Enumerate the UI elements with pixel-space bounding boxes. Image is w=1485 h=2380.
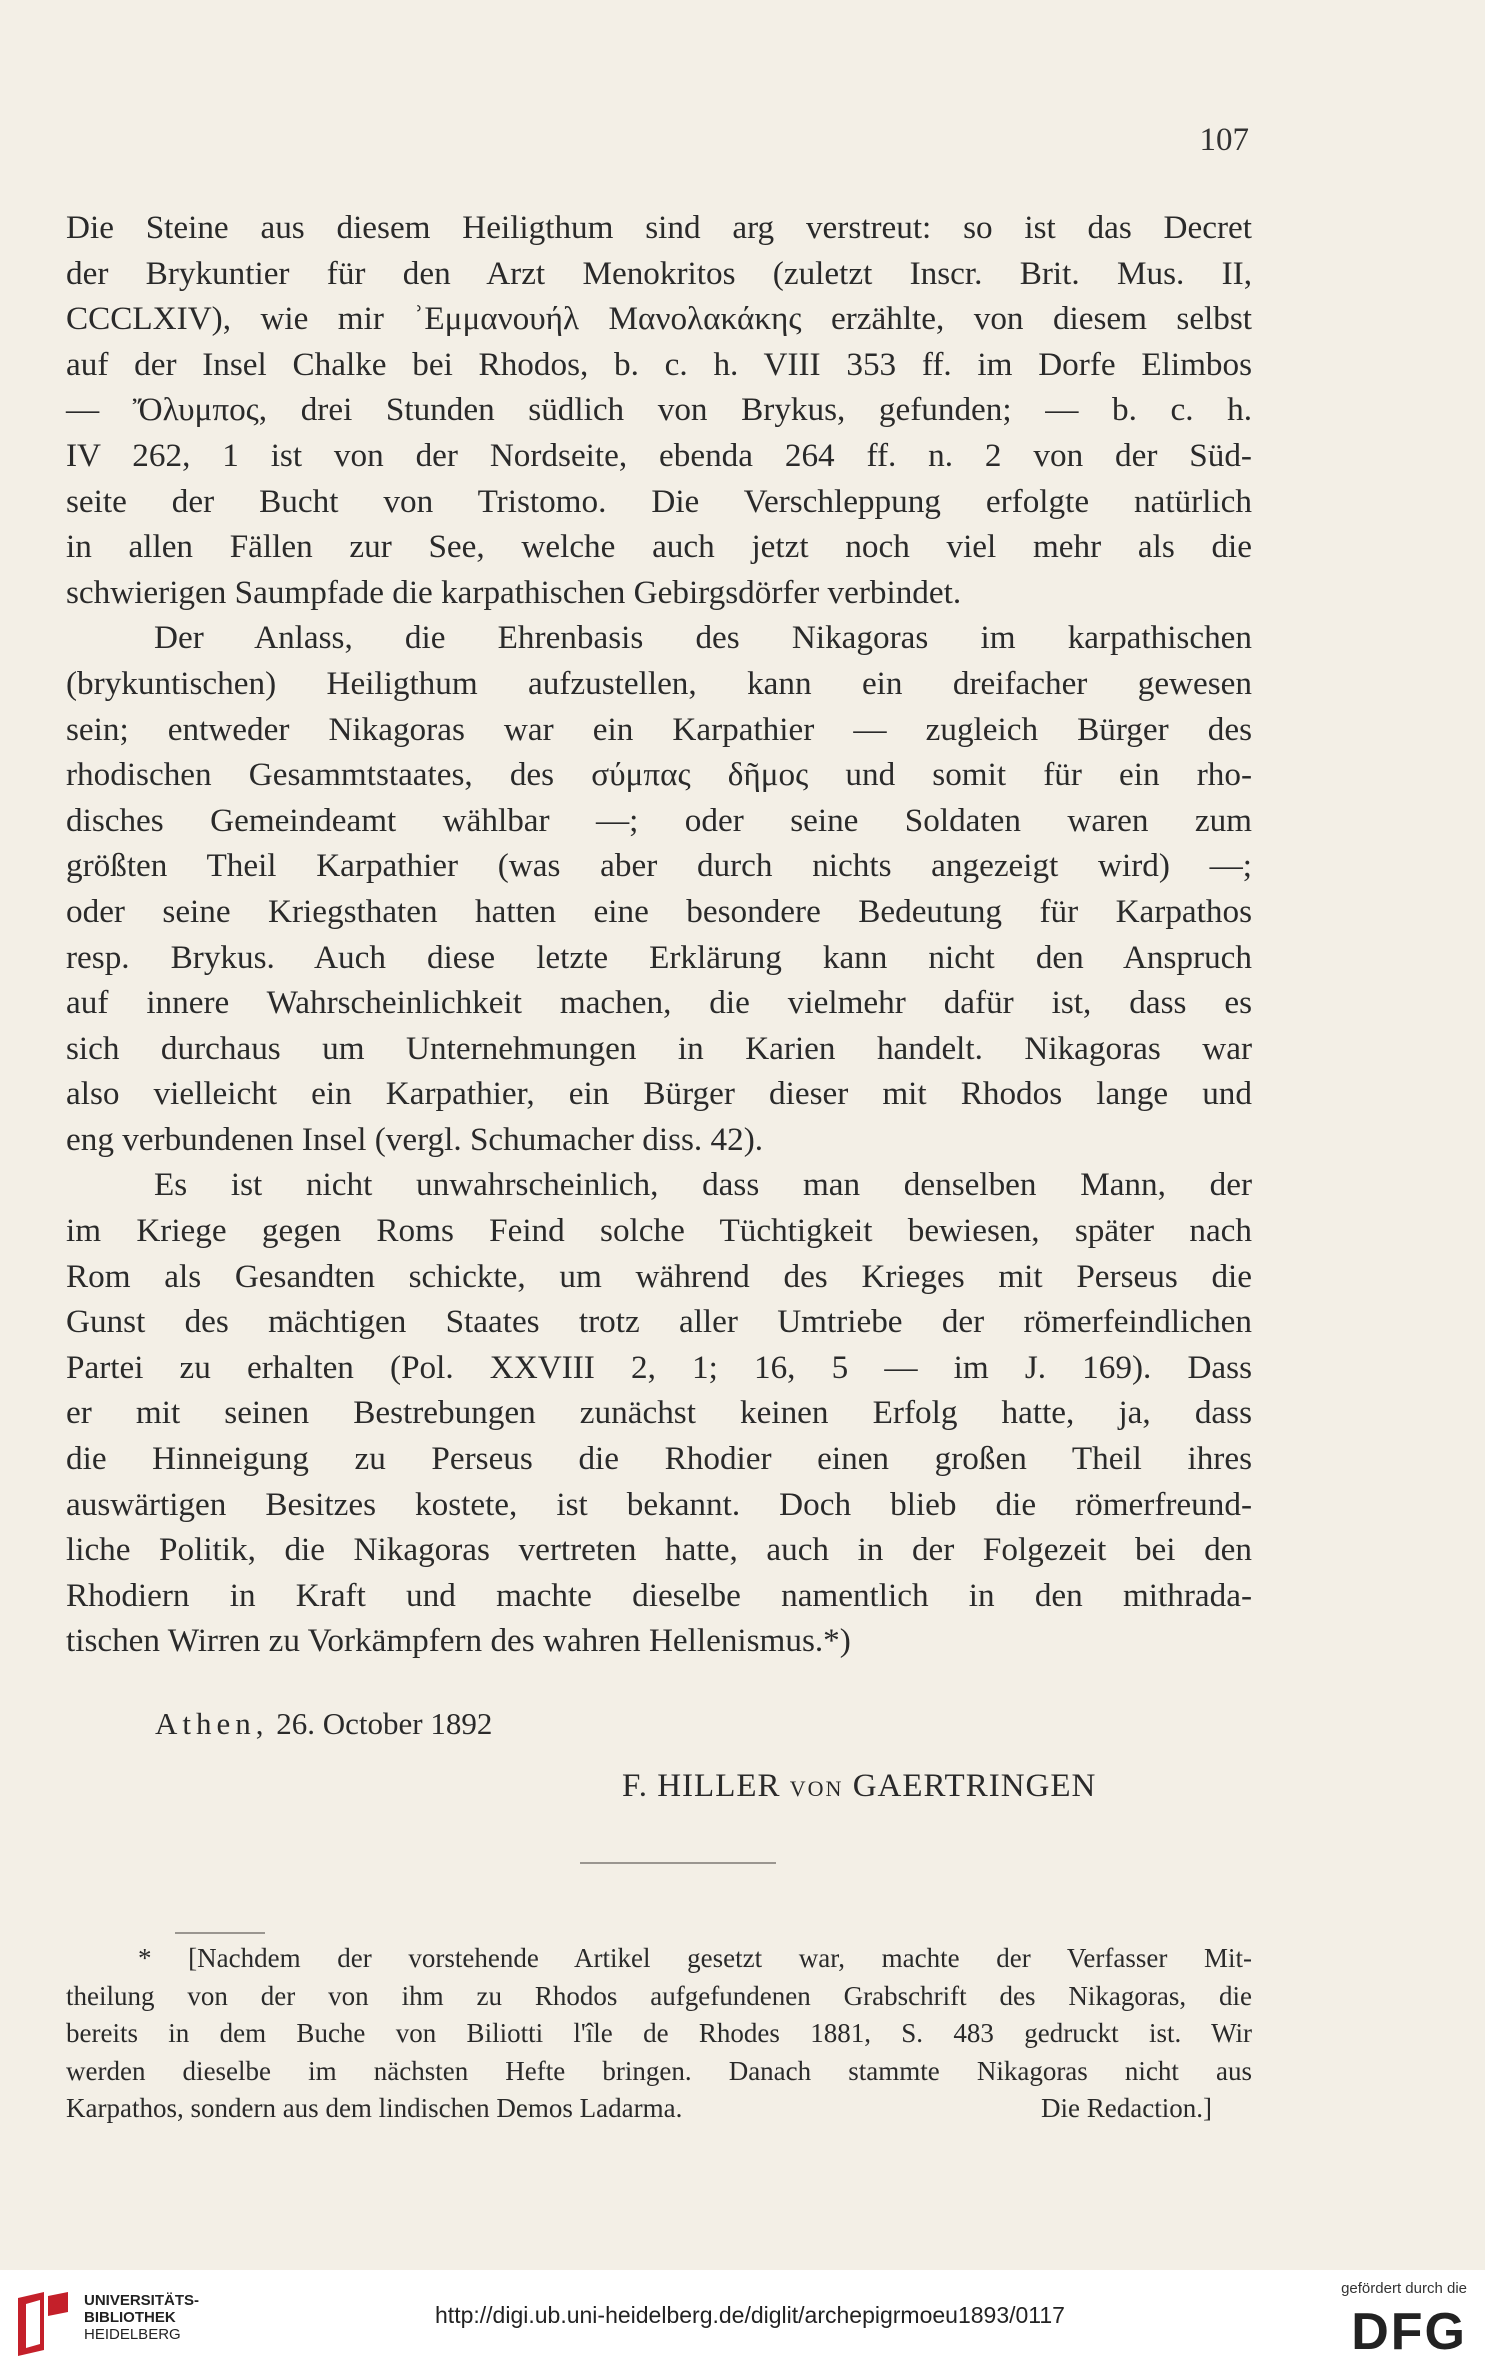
text-line: Gunst des mächtigen Staates trotz aller Umtriebe der römerfeindlichen	[66, 1303, 1252, 1341]
text-line: sich durchaus um Unternehmungen in Karien handelt. Nikagoras war	[66, 1029, 1252, 1067]
text-line: IV 262, 1 ist von der Nordseite, ebenda 264 ff. n. 2 von der Süd-	[66, 436, 1252, 474]
page-number: 107	[1199, 122, 1249, 158]
text-line: auf innere Wahrscheinlichkeit machen, die vielmehr dafür ist, dass es	[66, 984, 1252, 1022]
paragraph-3	[66, 1162, 1252, 1664]
text-line: er mit seinen Bestrebungen zunächst keinen Erfolg hatte, ja, dass	[66, 1394, 1252, 1432]
text-line: eng verbundenen Insel (vergl. Schumacher diss. 42).	[66, 1120, 764, 1158]
source-url-link[interactable]: http://digi.ub.uni-heidelberg.de/diglit/archepigrmoeu1893/0117	[435, 2302, 1065, 2328]
text-line: auf der Insel Chalke bei Rhodos, b. c. h. VIII 353 ff. im Dorfe Elimbos	[66, 345, 1252, 383]
signature-date-text: 26. October 1892	[276, 1706, 493, 1741]
footnote-line: werden dieselbe im nächsten Hefte bringen. Danach stammte Nikagoras nicht aus	[66, 2055, 1252, 2086]
author-last: GAERTRINGEN	[852, 1768, 1097, 1804]
text-line: rhodischen Gesammtstaates, des σύμπας δῆμος und somit für ein rho-	[66, 756, 1252, 794]
footnote-line	[66, 2090, 1252, 2128]
library-line-3: HEIDELBERG	[84, 2326, 181, 2343]
footnote	[66, 1940, 1252, 2128]
text-line: in allen Fällen zur See, welche auch jetzt noch viel mehr als die	[66, 528, 1252, 566]
author-signature	[622, 1768, 1096, 1805]
library-line-2: BIBLIOTHEK	[84, 2309, 176, 2326]
footnote-line: bereits in dem Buche von Biliotti l'île de Rhodes 1881, S. 483 gedruckt ist. Wir	[66, 2018, 1252, 2048]
library-logo-icon	[14, 2290, 72, 2358]
text-line: tischen Wirren zu Vorkämpfern des wahren Hellenismus.*)	[66, 1622, 851, 1660]
footnote-last-text: Karpathos, sondern aus dem lindischen Demos Ladarma.	[66, 2093, 683, 2123]
library-name	[84, 2292, 199, 2343]
text-line: Rhodiern in Kraft und machte dieselbe namentlich in den mithrada-	[66, 1576, 1252, 1614]
funding-label: gefördert durch die	[1341, 2280, 1467, 2297]
text-line: Rom als Gesandten schickte, um während des Krieges mit Perseus die	[66, 1257, 1252, 1295]
text-line: sein; entweder Nikagoras war ein Karpathier — zugleich Bürger des	[66, 710, 1252, 748]
text-line: Der Anlass, die Ehrenbasis des Nikagoras im karpathischen	[154, 619, 1252, 657]
text-line: oder seine Kriegsthaten hatten eine besondere Bedeutung für Karpathos	[66, 892, 1252, 930]
text-line: Partei zu erhalten (Pol. XXVIII 2, 1; 16, 5 — im J. 169). Dass	[66, 1348, 1252, 1386]
dfg-logo: DFG	[1351, 2303, 1467, 2361]
text-line: schwierigen Saumpfade die karpathischen Gebirgsdörfer verbindet.	[66, 573, 962, 611]
text-line: die Hinneigung zu Perseus die Rhodier einen großen Theil ihres	[66, 1440, 1252, 1478]
text-line: im Kriege gegen Roms Feind solche Tüchtigkeit bewiesen, später nach	[66, 1212, 1252, 1250]
text-line: disches Gemeindeamt wählbar —; oder seine Soldaten waren zum	[66, 801, 1252, 839]
text-line: liche Politik, die Nikagoras vertreten hatte, auch in der Folgezeit bei den	[66, 1531, 1252, 1569]
author-first: F. HILLER	[622, 1768, 781, 1804]
text-line: — Ὄλυμπος, drei Stunden südlich von Brykus, gefunden; — b. c. h.	[66, 391, 1252, 429]
text-line: (brykuntischen) Heiligthum aufzustellen, kann ein dreifacher gewesen	[66, 664, 1252, 702]
text-line: seite der Bucht von Tristomo. Die Verschleppung erfolgte natürlich	[66, 482, 1252, 520]
footnote-rule	[175, 1932, 265, 1934]
author-von: VON	[789, 1776, 844, 1801]
text-line: resp. Brykus. Auch diese letzte Erklärung kann nicht den Anspruch	[66, 938, 1252, 976]
text-line: Die Steine aus diesem Heiligthum sind arg verstreut: so ist das Decret	[66, 209, 1252, 246]
main-text	[66, 205, 1252, 1664]
section-divider	[580, 1862, 776, 1864]
footnote-redaction: Die Redaction.]	[1041, 2093, 1212, 2123]
signature-date	[155, 1706, 492, 1742]
footnote-line: * [Nachdem der vorstehende Artikel gesetzt war, machte der Verfasser Mit-	[138, 1943, 1252, 1973]
text-line: CCCLXIV), wie mir ʾΕμμανουήλ Μανολακάκης erzählte, von diesem selbst	[66, 300, 1252, 338]
text-line: also vielleicht ein Karpathier, ein Bürger dieser mit Rhodos lange und	[66, 1075, 1252, 1113]
text-line: Es ist nicht unwahrscheinlich, dass man denselben Mann, der	[154, 1166, 1252, 1204]
library-line-1: UNIVERSITÄTS-	[84, 2292, 200, 2309]
text-line: der Brykuntier für den Arzt Menokritos (zuletzt Inscr. Brit. Mus. II,	[66, 254, 1252, 292]
text-line: auswärtigen Besitzes kostete, ist bekannt. Doch blieb die römerfreund-	[66, 1485, 1252, 1523]
paragraph-1	[66, 205, 1252, 615]
footnote-line: theilung von der von ihm zu Rhodos aufgefundenen Grabschrift des Nikagoras, die	[66, 1980, 1252, 2011]
signature-place: Athen,	[155, 1706, 269, 1741]
paragraph-2	[66, 615, 1252, 1162]
text-line: größten Theil Karpathier (was aber durch nichts angezeigt wird) —;	[66, 847, 1252, 885]
